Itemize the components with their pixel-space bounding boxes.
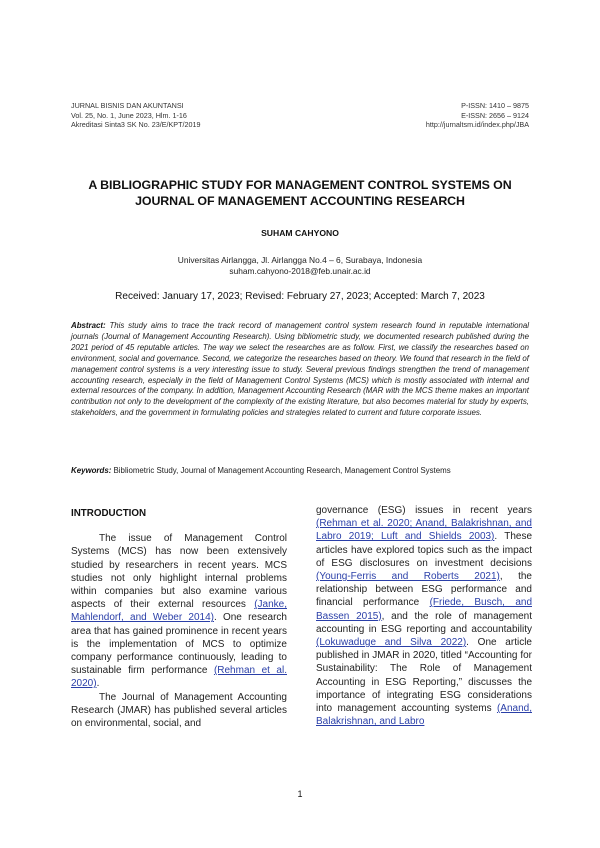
citation-link[interactable]: (Rehman et al. 2020; Anand, Balakrishnan, and Labro 2019; Luft and Shields 2003) [316,518,532,543]
journal-url[interactable]: http://jurnaltsm.id/index.php/JBA [425,120,529,130]
paper-title-line-2: JOURNAL OF MANAGEMENT ACCOUNTING RESEARCH [135,194,465,208]
citation-link[interactable]: (Anand, Balakrishnan, and Labro [316,703,532,728]
p-issn: P-ISSN: 1410 – 9875 [461,101,529,110]
author-name: SUHAM CAHYONO [261,228,339,238]
author-affiliation [0,255,600,276]
intro-paragraph-2 [71,691,287,731]
abstract [71,321,529,419]
author-email[interactable]: suham.cahyono-2018@feb.unair.ac.id [229,265,371,276]
intro-paragraph-2-continued [316,504,532,728]
paragraph-text: . [96,678,100,690]
paragraph-text: . One article published in JMAR in 2020, titled “Accounting for Sustainability: The Role of Management Accounting in ESG Reporting,” discusses the importance of integrating ESG considerations into management accounting systems [316,637,532,715]
abstract-label: Abstract: [71,321,106,330]
institution: Universitas Airlangga, Jl. Airlangga No.4 – 6, Surabaya, Indonesia [177,255,423,265]
e-issn: E-ISSN: 2656 – 9124 [461,110,529,120]
paragraph-text: The Journal of Management Accounting Research (JMAR) has published several articles on environmental, social, and [71,691,287,730]
citation-link[interactable]: (Lokuwaduge and Silva 2022) [316,637,467,649]
paper-title-line-1: A BIBLIOGRAPHIC STUDY FOR MANAGEMENT CONTROL SYSTEMS ON [88,178,512,192]
abstract-text: This study aims to trace the track record of management control system research found in reputable international journals (Journal of Management Accounting Research). Using bibliometric study, we documented research published during the 2021 period of 45 reputable articles. The way we select the researches are as follow. First, we classify the researches based on environment, social and governance. Second, we categorize the researches based on theory. We found that research in the field of management control systems is a very interesting issue to study. Several previous findings strengthen the trend of management accounting research, especially in the field of Management Control Systems (MCS) which is mostly associated with internal and external resources of the company. In addition, Management Accounting Research (MAR with the MCS theme makes an important contribution not only to the development of the complexity of the existing literature, but also becomes material for study by experts, stakeholders, and the government in formulating policies and strategies related to current and future corporate issues. [71,321,529,418]
citation-link[interactable]: (Janke, Mahlendorf, and Weber 2014) [71,599,287,624]
citation-link[interactable]: (Friede, Busch, and Bassen 2015) [316,597,532,622]
journal-header-right [426,101,529,130]
paragraph-text: , the relationship between ESG performance and financial performance [316,571,532,609]
paragraph-text: . One research area that has gained prominence in recent years is the implementation of MCS to optimize company performance continuously, leading to sustainable firm performance [71,612,287,677]
journal-header-left [71,101,200,130]
keywords [71,466,531,475]
left-column [71,507,287,730]
intro-paragraph-1 [71,532,287,690]
paragraph-text: The issue of Management Control Systems (MCS) has now been extensively studied by researchers in recent years. MCS studies not only highlight internal problems within companies but also examine various aspects of their external resources [71,533,287,611]
paragraph-text: . These articles have explored topics such as the impact of ESG disclosures on investment decisions [316,531,533,569]
submission-dates: Received: January 17, 2023; Revised: February 27, 2023; Accepted: March 7, 2023 [115,291,485,302]
keywords-label: Keywords: [71,466,112,475]
paragraph-text: governance (ESG) issues in recent years [316,505,532,516]
paper-title [60,177,540,209]
journal-volume: Vol. 25, No. 1, June 2023, Hlm. 1-16 [71,110,187,120]
paragraph-text: , and the role of management accounting in ESG reporting and accountability [316,610,532,635]
citation-link[interactable]: (Rehman et al. 2020) [71,665,287,690]
page-number: 1 [297,789,303,799]
right-column [316,504,532,728]
citation-link[interactable]: (Young-Ferris and Roberts 2021) [316,571,500,583]
section-heading-introduction: INTRODUCTION [71,508,147,519]
keywords-text: Bibliometric Study, Journal of Management Accounting Research, Management Control Systems [111,466,451,475]
journal-accreditation: Akreditasi Sinta3 SK No. 23/E/KPT/2019 [71,120,201,130]
journal-name: JURNAL BISNIS DAN AKUNTANSI [71,101,184,110]
